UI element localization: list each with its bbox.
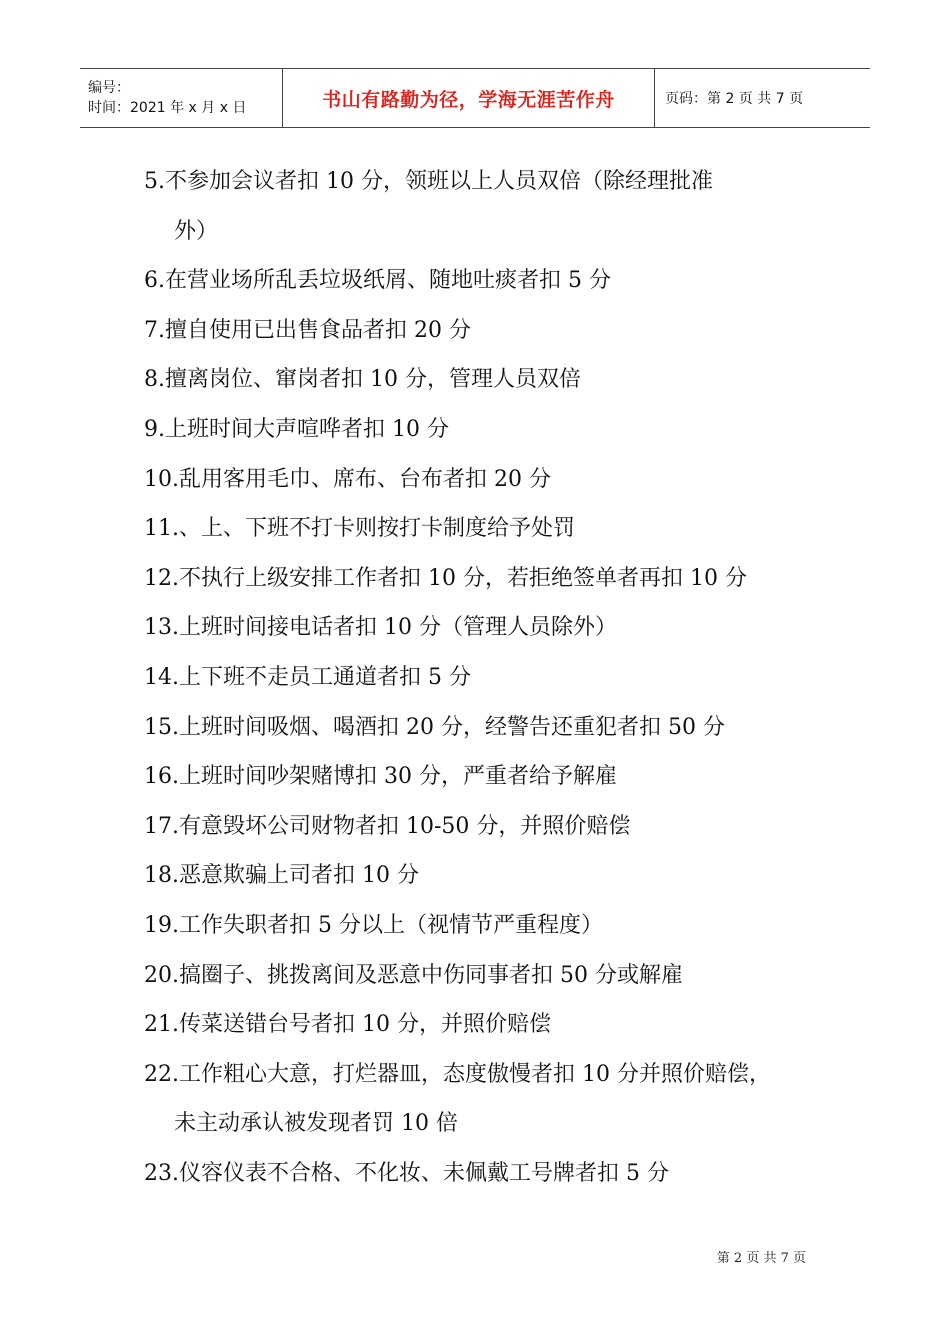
rule-text: 传菜送错台号者扣 10 分，并照价赔偿 bbox=[179, 1012, 551, 1038]
header-page-label: 页码：第 2 页 共 7 页 bbox=[665, 91, 804, 107]
rule-text: 乱用客用毛巾、席布、台布者扣 20 分 bbox=[179, 466, 551, 492]
rule-text: 上班时间接电话者扣 10 分（管理人员除外） bbox=[179, 615, 617, 641]
rule-item bbox=[144, 504, 824, 554]
rule-number: 17. bbox=[144, 813, 179, 839]
rule-number: 19. bbox=[144, 912, 179, 938]
rule-text: 有意毁坏公司财物者扣 10-50 分，并照价赔偿 bbox=[179, 813, 631, 839]
rule-item bbox=[144, 157, 824, 256]
rule-item bbox=[144, 1050, 824, 1149]
header-meta bbox=[80, 69, 282, 127]
rule-text: 在营业场所乱丢垃圾纸屑、随地吐痰者扣 5 分 bbox=[165, 268, 611, 294]
rule-item bbox=[144, 256, 824, 306]
page-footer: 第 2 页 共 7 页 bbox=[716, 1251, 806, 1266]
rule-text: 仪容仪表不合格、不化妆、未佩戴工号牌者扣 5 分 bbox=[179, 1160, 669, 1186]
rule-text: 上下班不走员工通道者扣 5 分 bbox=[179, 664, 471, 690]
rule-item bbox=[144, 1149, 824, 1199]
rule-number: 21. bbox=[144, 1012, 179, 1038]
rule-item bbox=[144, 455, 824, 505]
rule-text: 搞圈子、挑拨离间及恶意中伤同事者扣 50 分或解雇 bbox=[179, 962, 683, 988]
rule-item bbox=[144, 653, 824, 703]
rule-number: 18. bbox=[144, 863, 179, 889]
page-header bbox=[80, 68, 870, 128]
rule-text: 不执行上级安排工作者扣 10 分，若拒绝签单者再扣 10 分 bbox=[179, 565, 747, 591]
rule-item bbox=[144, 901, 824, 951]
rule-number: 11. bbox=[144, 516, 179, 542]
rule-text: 上班时间大声喧哗者扣 10 分 bbox=[165, 416, 449, 442]
rule-text: 不参加会议者扣 10 分，领班以上人员双倍（除经理批准 bbox=[165, 169, 713, 194]
rule-text: 擅离岗位、窜岗者扣 10 分，管理人员双倍 bbox=[165, 367, 581, 393]
rule-number: 16. bbox=[144, 764, 179, 790]
rule-text-continued: 未主动承认被发现者罚 10 倍 bbox=[174, 1111, 458, 1137]
rule-number: 10. bbox=[144, 466, 179, 492]
rule-item bbox=[144, 1000, 824, 1050]
rule-text: 恶意欺骗上司者扣 10 分 bbox=[179, 863, 419, 889]
rule-item bbox=[144, 703, 824, 753]
header-page-cell bbox=[655, 69, 870, 127]
document-number-label: 编号： bbox=[88, 80, 130, 96]
rule-item bbox=[144, 851, 824, 901]
rule-number: 12. bbox=[144, 565, 179, 591]
rule-number: 23. bbox=[144, 1160, 179, 1186]
rule-item bbox=[144, 603, 824, 653]
rule-text: 上班时间吵架赌博扣 30 分，严重者给予解雇 bbox=[179, 764, 617, 790]
rule-text: 、上、下班不打卡则按打卡制度给予处罚 bbox=[179, 516, 576, 542]
rule-item bbox=[144, 951, 824, 1001]
rule-text: 工作粗心大意，打烂器皿，态度傲慢者扣 10 分并照价赔偿， bbox=[179, 1061, 771, 1087]
rule-item bbox=[144, 802, 824, 852]
header-motto: 书山有路勤为径，学海无涯苦作舟 bbox=[322, 88, 615, 111]
header-motto-cell bbox=[282, 69, 655, 127]
rule-number: 14. bbox=[144, 664, 179, 690]
rule-item bbox=[144, 355, 824, 405]
rule-number: 15. bbox=[144, 714, 179, 740]
rule-number: 9. bbox=[144, 416, 165, 442]
document-time-label: 时间：2021 年 x 月 x 日 bbox=[88, 100, 247, 116]
rule-number: 8. bbox=[144, 367, 165, 393]
rule-text-continued: 外） bbox=[174, 218, 219, 244]
rule-number: 7. bbox=[144, 317, 165, 343]
rule-text: 上班时间吸烟、喝酒扣 20 分，经警告还重犯者扣 50 分 bbox=[179, 714, 725, 740]
rule-text: 擅自使用已出售食品者扣 20 分 bbox=[165, 317, 471, 343]
rule-item bbox=[144, 554, 824, 604]
rule-item bbox=[144, 405, 824, 455]
rule-number: 6. bbox=[144, 268, 165, 294]
rule-text: 工作失职者扣 5 分以上（视情节严重程度） bbox=[179, 912, 603, 938]
rule-number: 5. bbox=[144, 169, 165, 194]
rule-number: 13. bbox=[144, 615, 179, 641]
rule-number: 20. bbox=[144, 962, 179, 988]
rule-item bbox=[144, 306, 824, 356]
rule-list bbox=[144, 157, 824, 1198]
rule-number: 22. bbox=[144, 1061, 179, 1087]
rule-item bbox=[144, 752, 824, 802]
